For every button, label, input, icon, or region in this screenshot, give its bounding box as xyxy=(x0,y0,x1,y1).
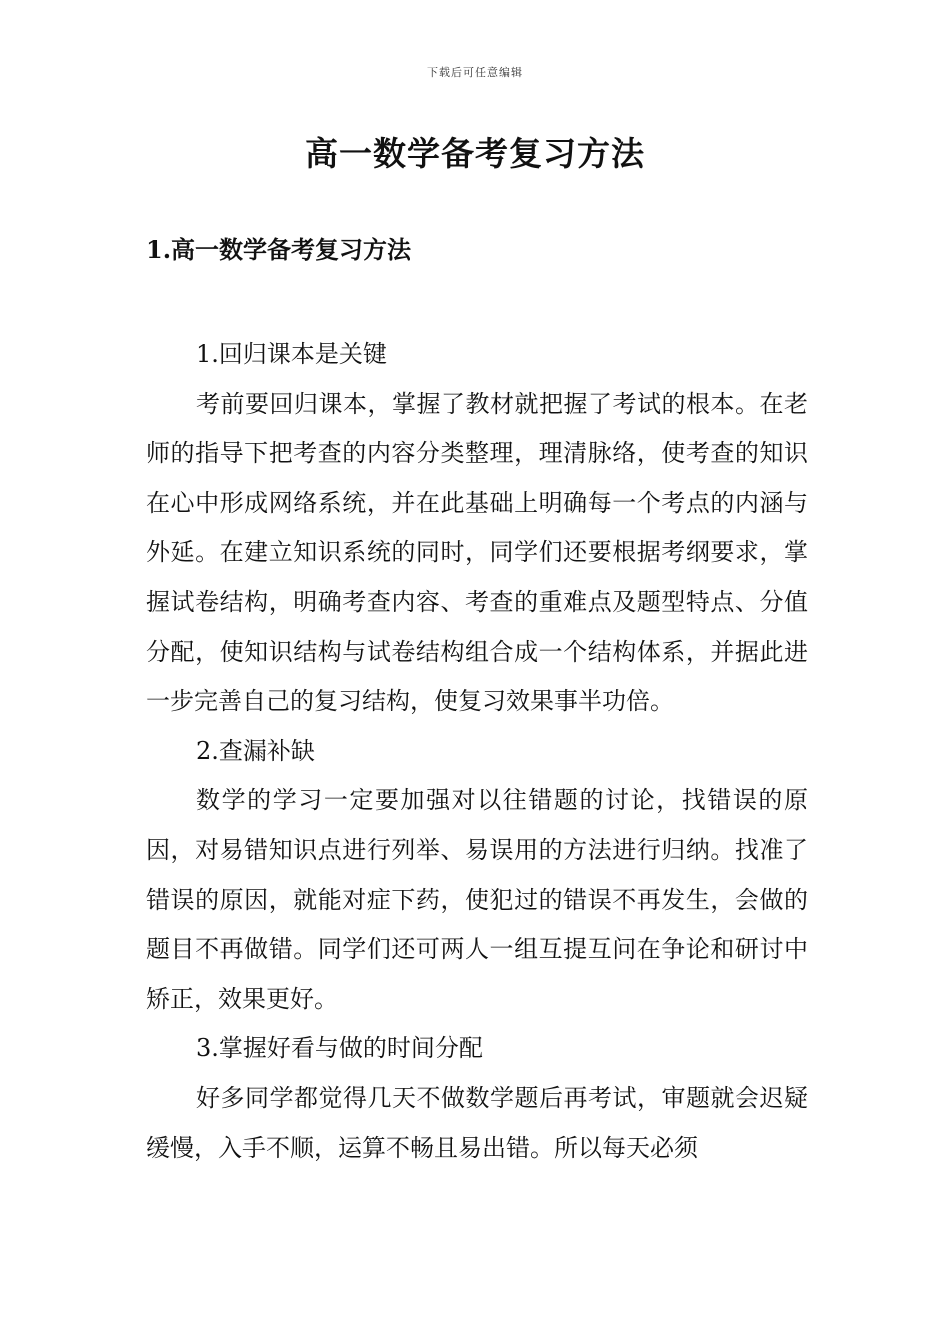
subheading-3: 3.掌握好看与做的时间分配 xyxy=(196,1034,483,1063)
document-body xyxy=(146,330,808,1173)
subheading-1: 1.回归课本是关键 xyxy=(196,340,387,368)
paragraph-1: 考前要回归课本，掌握了教材就把握了考试的根本。在老师的指导下把考查的内容分类整理，理清脉络，使考查的知识在心中形成网络系统，并在此基础上明确每一个考点的内涵与外延。在建立知识系统的同时，同学们还要根据考纲要求，掌握试卷结构，明确考查内容、考查的重难点及题型特点、分值分配，使知识结构与试卷结构组合成一个结构体系，并据此进一步完善自己的复习结构，使复习效果事半功倍。 xyxy=(146,389,808,716)
header-note: 下载后可任意编辑 xyxy=(427,66,523,79)
paragraph-2: 数学的学习一定要加强对以往错题的讨论，找错误的原因，对易错知识点进行列举、易误用的方法进行归纳。找准了错误的原因，就能对症下药，使犯过的错误不再发生，会做的题目不再做错。同学们还可两人一组互提互问在争论和研讨中矫正，效果更好。 xyxy=(146,786,808,1013)
section-heading: 1.高一数学备考复习方法 xyxy=(146,235,412,264)
paragraph-3: 好多同学都觉得几天不做数学题后再考试，审题就会迟疑缓慢，入手不顺，运算不畅且易出错。所以每天必须 xyxy=(146,1083,808,1162)
subheading-2: 2.查漏补缺 xyxy=(196,736,315,765)
document-title: 高一数学备考复习方法 xyxy=(305,134,645,173)
